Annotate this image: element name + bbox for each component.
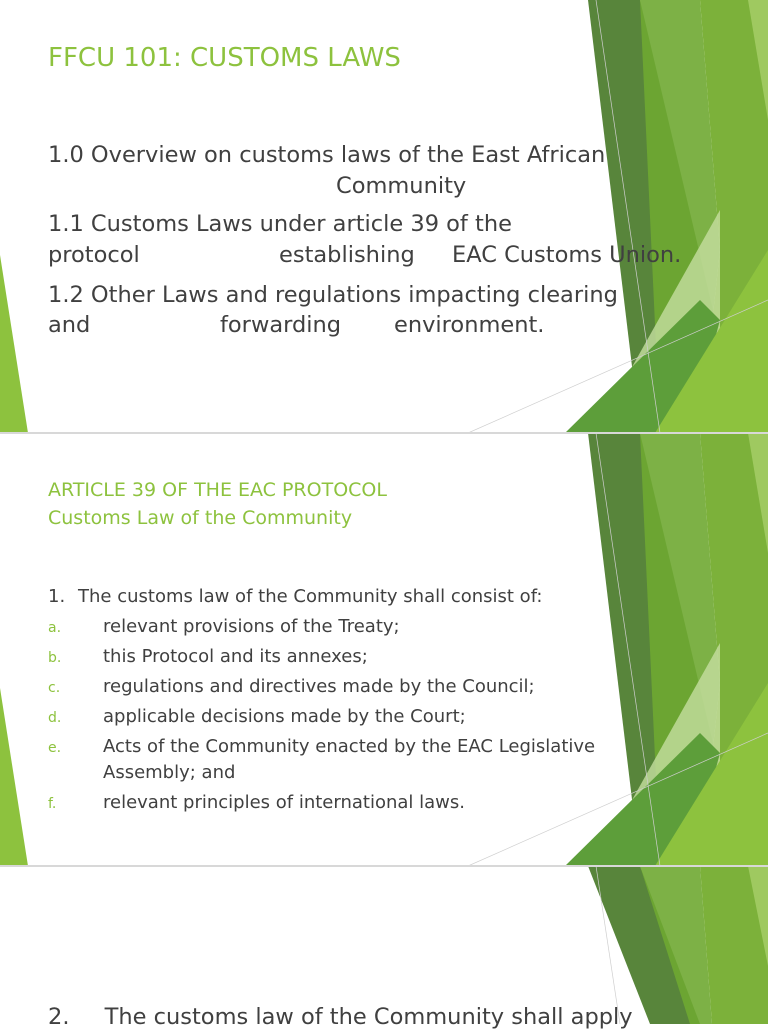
- intro-text: The customs law of the Community shall consist of:: [78, 586, 543, 607]
- list-letter: f.: [48, 796, 57, 812]
- slide-3: [0, 866, 768, 1024]
- slide-3-number: 2.: [48, 1004, 70, 1030]
- item-1-1-word-1: protocol: [48, 242, 140, 268]
- green-decoration: [0, 866, 768, 1024]
- list-letter: b.: [48, 650, 62, 666]
- slide-1: [0, 0, 768, 433]
- item-1-2-word-1: and: [48, 312, 91, 338]
- item-1-1-line-1: 1.1 Customs Laws under article 39 of the: [48, 211, 512, 237]
- slide-3-text: The customs law of the Community shall apply: [104, 1004, 633, 1030]
- list-letter: c.: [48, 680, 61, 696]
- list-letter: d.: [48, 710, 62, 726]
- item-1-2-word-2: forwarding: [220, 312, 342, 338]
- item-1-0-line-1: 1.0 Overview on customs laws of the East African: [48, 142, 606, 168]
- list-letter: e.: [48, 740, 62, 756]
- item-1-2-line-1: 1.2 Other Laws and regulations impacting clearing: [48, 282, 618, 308]
- list-letter: a.: [48, 620, 62, 636]
- list-text: Acts of the Community enacted by the EAC Legislative: [103, 736, 596, 757]
- slide-1-title: FFCU 101: CUSTOMS LAWS: [48, 43, 401, 73]
- slide-2-title-line-1: ARTICLE 39 OF THE EAC PROTOCOL: [48, 479, 387, 501]
- list-text-continued: Assembly; and: [103, 762, 236, 783]
- item-1-1-word-3: EAC Customs Union.: [452, 242, 682, 268]
- list-text: relevant provisions of the Treaty;: [103, 616, 400, 637]
- slide-2-title: [48, 476, 387, 532]
- slide-3-first-line: [48, 1004, 633, 1030]
- slide-divider: [0, 865, 768, 867]
- list-text: this Protocol and its annexes;: [103, 646, 368, 667]
- intro-number: 1.: [48, 586, 66, 607]
- slide-divider: [0, 432, 768, 434]
- item-1-0-line-2: Community: [336, 173, 467, 199]
- list-text: applicable decisions made by the Court;: [103, 706, 466, 727]
- item-1-2-word-3: environment.: [394, 312, 545, 338]
- slide-2-title-line-2: Customs Law of the Community: [48, 507, 353, 529]
- list-text: regulations and directives made by the Council;: [103, 676, 535, 697]
- item-1-1-word-2: establishing: [279, 242, 415, 268]
- list-text: relevant principles of international laws.: [103, 792, 465, 813]
